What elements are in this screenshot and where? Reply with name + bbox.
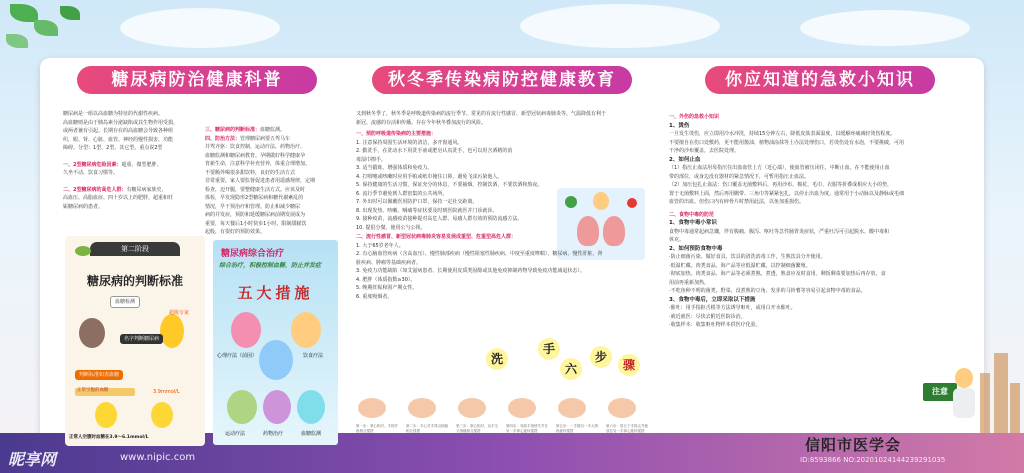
section-heading: 一、外伤的急救小知识 — [669, 114, 720, 120]
city-skyline — [994, 353, 1008, 433]
handwash-char: 骤 — [618, 354, 640, 376]
methods-text: 三、糖尿病的判断标准：血糖监测。 四、防治方法：管理糖尿病要五驾马车 并驾齐驱：饮食控制、运动疗法、药物治疗、 血糖监测和糖尿病教育。孕期做好科学健康孕 育新生命，注意科学补充营养，体重合理增加。 不要额外喝很多甜饮料，良好的生活方式 非常重要。家人要监督促进患者用遥感规律，定期 检查，迈开腿，要整健康生活方式。应该及时 体检，早发现隐形2型糖尿病和糖代谢紊乱的 情况，早干预治疗和管理。防止和减少糖尿 病的并发症，预防和延缓糖尿病前期发展成为 重要，每天餐后1小时快步1小时，限制甜腻饮 起般，有很好的预防效果。 — [205, 127, 316, 235]
expert-label: 超级专家 — [169, 310, 190, 316]
hand-icon — [608, 398, 636, 418]
panel-infectious-disease — [352, 58, 652, 450]
watermark-logo: 昵享网 — [8, 450, 57, 469]
value-label: 3.9mmol/L — [153, 389, 180, 395]
diagnosis-illustration — [65, 236, 205, 446]
monitor-label: 血糖检测 — [110, 296, 140, 308]
section-heading: 一、2型糖尿病危险因素： — [63, 161, 122, 168]
cloud — [120, 8, 280, 48]
therapy-label: 运动疗法 — [225, 431, 246, 437]
name-pill: 名字判断糖尿病 — [120, 334, 163, 344]
hand-icon — [358, 398, 386, 418]
poster-heading: 五大措施 — [237, 284, 314, 302]
section-heading: 一、预防呼吸道传染病的主要措施： — [356, 131, 437, 137]
note-sign: 注意 — [923, 383, 957, 401]
step-caption: 第六步：将五个手指尖并拢放在另一手掌心旋转揉搓 — [606, 424, 648, 433]
diagram-title: 糖尿病的判断标准 — [86, 274, 183, 288]
subsection-heading: 2、如何止血 — [669, 156, 701, 163]
cartoon-figure-icon — [160, 314, 184, 348]
hand-icon — [508, 398, 536, 418]
therapy-label: 饮食疗法 — [303, 353, 324, 359]
city-skyline — [1010, 383, 1020, 433]
leaf-decoration — [6, 34, 28, 48]
section-heading: 二、流行性感冒、新型冠状病毒肺炎容易发展成重型、危重型高危人群： — [356, 234, 517, 240]
section-heading: 三、糖尿病的判断标准： — [205, 127, 261, 133]
hand-icon — [558, 398, 586, 418]
doctor-figure-icon — [79, 318, 105, 348]
step-caption: 第五步：一手握另一手大拇指旋转揉搓 — [556, 424, 598, 433]
subsection-heading: 3、食物中毒后，立即采取以下措施 — [669, 296, 756, 303]
step-caption: 第二步：手心对手背沿指缝相互揉搓 — [406, 424, 448, 433]
exercise-icon — [227, 390, 257, 424]
panel-diabetes — [55, 58, 345, 450]
treatment-poster — [213, 240, 338, 445]
step-caption: 第三步：掌心相对，双手交叉指缝相互揉搓 — [456, 424, 498, 433]
image-id: ID:8593866 NO:20201024144239291035 — [800, 456, 946, 464]
panel-title: 秋冬季传染病防控健康教育 — [372, 66, 632, 94]
glucose-meter-icon — [297, 390, 325, 424]
doctor-body-icon — [953, 388, 975, 418]
center-figure-icon — [259, 340, 293, 380]
cloud — [520, 4, 720, 48]
therapy-label: 血糖监测 — [301, 431, 322, 437]
watermark-site: www.nipic.com — [120, 452, 196, 463]
medicine-icon — [263, 390, 291, 424]
food-icon — [291, 312, 321, 348]
panel-title: 你应知道的急救小知识 — [705, 66, 935, 94]
city-skyline — [980, 373, 990, 433]
poster-title: 糖尿病综合治疗 — [221, 249, 285, 259]
handwash-char: 手 — [538, 338, 560, 360]
first-aid-text: 一、外伤的急救小知识 1、烫伤 一旦发生烫伤，应立即用冷水冲洗，持续15分钟左右，降低皮肤表面温度，以缓解疼痛减轻烫伤程度。 不要擅自在伤口处敷药，更不能用酱油、植物油涂抹等土办法处理伤口，若烫伤处有水泡，不要挑破，可用 干净的沙布覆盖，去医院处理。 2、如何止血 （1）指压止血法用母指压住出血血管上方（近心端），使血管被压闭住，中断止血。在不能使用止血 带的部位，或身边没有器材的紧急情况下，可暂用指压止血法。 （2）加压包扎止血法：伤口覆盖无菌敷料后，再用沙布、棉花、毛巾、衣服等折叠成相应大小的垫， 置于无菌敷料上面，然后再用绷带、三角巾等紧紧包扎，以停止出血为度。通常用于小动脉以及静脉或毛细 血管的出血。但伤口内有碎骨片时禁用此法，以免加重损伤。 二、食物中毒的防范 1、食物中毒小常识 食物中毒通常起病急骤，伴有腹痛、腹泻、呕吐等急性肠胃炎症状，严重吐泻可引起脱水、酸中毒和 休克。 2、如何预防食物中毒 ·防止细菌污染。做好食具、饮具的清洗消毒工作，生熟饮具分开使用。 ·低温贮藏。肉类食品、海产品等应低温贮藏，以控制细菌繁殖。 ·彻底加热。肉类食品、海产品等必须煮熟、煮透，熟食应及时食用。剩饭剩菜要加热后再存放，食 用前再重新加热。 ·不吃鱼种不明的菌类、野菜、没煮熟的豆角、发芽的马铃薯等容易引起食物中毒的食品。 3、食物中毒后，立即采取以下措施 ·催吐：用手指抠舌根等方法诱导呕吐，或用白开水催吐。 ·就近就医：尽快去附近医院诊治。 ·收集样本：收集呕吐物样本供医疗化验。 — [669, 113, 969, 330]
virus-icon — [565, 196, 577, 208]
figure-icon — [231, 312, 261, 348]
handwash-char: 洗 — [486, 348, 508, 370]
subsection-heading: 1、烫伤 — [669, 122, 690, 129]
step-caption: 第四步：弯曲手指使关节在另一手掌心旋转揉搓 — [506, 424, 548, 433]
section-heading: 四、防治方法： — [205, 135, 241, 142]
high-risk-list: 二、流行性感冒、新型冠状病毒肺炎容易发展成重型、危重型高危人群： 1. 大于65岁老年人。 2. 有心脑血管疾病（含高血压）、慢性肺部疾病（慢性阻塞性肺疾病、中度至重度哮喘）、糖尿病、慢性肝脏、肾 脏疾病、肿瘤等基础疾病者。 3. 免疫力功能缺陷（如艾滋病患者、长期使用皮质类固醇或其他免疫抑制药物导致免疫功能减退状态）。 4. 肥胖（体质指数≥30）。 5. 晚期妊娠和围产期女性。 6. 重度吸烟者。 — [356, 233, 650, 301]
handwash-char: 步 — [590, 346, 612, 368]
section-heading: 二、2型糖尿病的高危人群： — [63, 186, 127, 193]
therapy-label: 心理疗法（前因） — [217, 353, 258, 359]
panel-title: 糖尿病防治健康科普 — [77, 66, 317, 94]
leaf-decoration — [60, 6, 80, 20]
section-heading: 二、食物中毒的防范 — [669, 211, 715, 218]
standard-pill: 判断标准如表血糖 — [75, 370, 123, 380]
person-icon — [593, 192, 609, 210]
cloud — [800, 10, 970, 46]
leaf-decoration — [34, 20, 58, 36]
doctor-cartoon-icon — [955, 368, 973, 388]
step-caption: 第一步：掌心相对，手指并拢相互揉搓 — [356, 424, 398, 433]
hand-icon — [458, 398, 486, 418]
panel-first-aid — [665, 58, 975, 450]
subsection-heading: 1、食物中毒小常识 — [669, 220, 717, 226]
subsection-heading: 2、如何预防食物中毒 — [669, 245, 723, 252]
cartoon-figure-icon — [151, 402, 173, 428]
stage-label: 第二阶段 — [90, 242, 180, 256]
handwash-char: 六 — [560, 358, 582, 380]
intro-text: 糖尿病是一组以高血糖为特征的代谢性疾病。 高血糖则是由于胰岛素分泌缺陷或其生物作用受损， 或两者兼有引起。长期存在的高血糖会导致各种组 织，眼、肾、心脏、血管、神经的慢性损害、功能 障碍。分型：1型、2型、其它型。重点说2型 一、2型糖尿病危险因素：超重、微型肥胖、 久坐不动、饮食习惯等。 二、2型糖尿病的高危人群：有糖尿病家族史、 高血压、高脂血症、四十岁以上的肥胖、超重和妊 娠糖尿病的患者。 — [63, 111, 179, 210]
cartoon-figure-icon — [95, 402, 117, 428]
virus-icon — [627, 198, 637, 208]
therapy-label: 药物治疗 — [263, 431, 284, 437]
poster-slogan: 综合治疗，积极控制血糖，防止并发症 — [219, 262, 322, 269]
normal-range-text: 正常人空腹时血糖在3.9～6.1mmol/L — [69, 435, 149, 440]
prevention-list: 一、预防呼吸道传染病的主要措施： 1. 注意保持周围生活环境的清洁，多开窗通风。 2. 勤洗手，在洗动水下用洗手液或肥皂认真洗手，也可以用含酒精的消 毒湿巾擦手。 3. 适当锻炼，增强体质和免疫力。 4. 打喷嚏或咳嗽时应用手帕或纸巾掩住口鼻，避免飞沫污染他人。 5. 保持健康的生活习惯，保证充分的休息，不要抽烟，控制饮酒，不要饮酒和熬夜。 6. 流行季节避免到人群密集的公共场所。 7. 外出时可以佩戴医用防护口罩，保持一定社交距离。 8. 出现发热、咳嗽、咽痛等症状要及时到医院就医并门诊就诊。 9. 接种疫苗，流感疫苗接种提对高危人群、易感人群有效的预防流感方法。 10. 提倡分餐，使用公勺公筷。 — [356, 130, 566, 232]
leaf-icon — [75, 246, 91, 256]
organization-name: 信阳市医学会 — [805, 436, 902, 454]
intro-text: 又到秋冬季了，秋冬季是呼吸道传染病的流行季节。常见的有流行性感冒、新型冠状病毒肺炎等。气温降低有利于 新冠、流感的存活和传播。存在今年秋冬叠加流行的风险。 — [356, 111, 607, 126]
hand-icon — [408, 398, 436, 418]
normal-label: 正常空腹的血糖 — [77, 388, 109, 393]
